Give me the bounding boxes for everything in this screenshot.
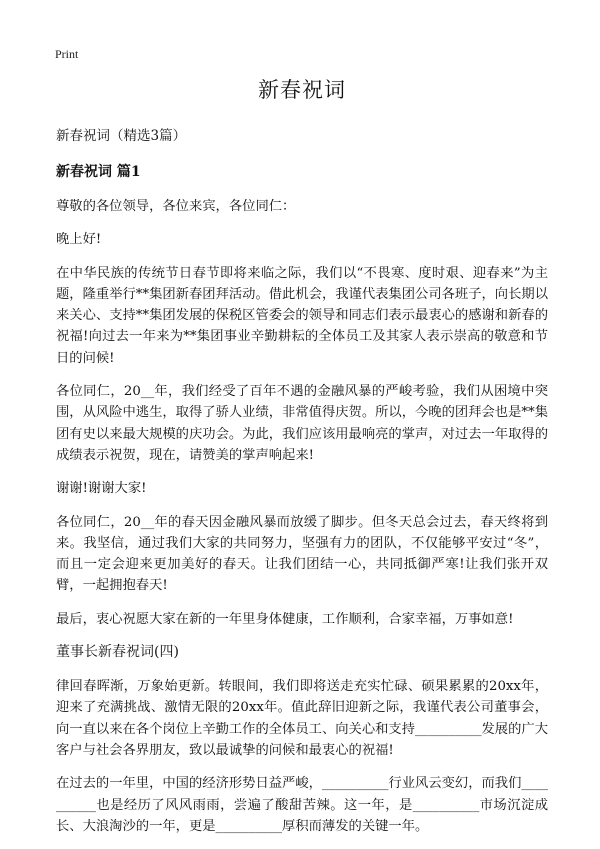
paragraph: 尊敬的各位领导，各位来宾，各位同仁： xyxy=(56,199,296,214)
paragraph: 谢谢!谢谢大家! xyxy=(56,481,147,497)
paragraph: 晚上好! xyxy=(56,232,102,248)
document-body xyxy=(56,74,548,849)
section-1-heading: 新春祝词 篇1 xyxy=(56,164,141,180)
paragraph: 在过去的一年里，中国的经济形势日益严峻，__________行业风云变幻，而我们__________也是经历了风风雨雨，尝遍了酸甜苦辣。这一年，是__________市场沉淀成长、大浪淘沙的一年，更是__________厚积而薄发的关键一年。 xyxy=(56,776,548,834)
document-title: 新春祝词 xyxy=(258,78,346,102)
paragraph: 最后，衷心祝愿大家在新的一年里身体健康，工作顺利，合家幸福，万事如意! xyxy=(56,611,514,627)
paragraph: 各位同仁，20__年，我们经受了百年不遇的金融风暴的严峻考验，我们从困境中突围，从风险中逃生，取得了骄人业绩，非常值得庆贺。所以，今晚的团拜会也是**集团有史以来最大规模的庆功会。为此，我们应该用最响亮的掌声，对过去一年取得的成绩表示祝贺，现在，请赞美的掌声响起来! xyxy=(56,384,548,463)
paragraph: 律回春晖渐，万象始更新。转眼间，我们即将送走充实忙碌、硕果累累的20xx年，迎来了充满挑战、激情无限的20xx年。值此辞旧迎新之际，我谨代表公司董事会，向一直以来在各个岗位上辛勤工作的全体员工、向关心和支持__________发展的广大客户与社会各界朋友，致以最诚挚的问候和最衷心的祝福! xyxy=(56,679,548,758)
paragraph: 在中华民族的传统节日春节即将来临之际，我们以“不畏寒、度时艰、迎春来”为主题，隆重举行**集团新春团拜活动。借此机会，我谨代表集团公司各班子，向长期以来关心、支持**集团发展的保税区管委会的领导和同志们表示最衷心的感谢和新春的祝福!向过去一年来为**集团事业辛勤耕耘的全体员工及其家人表示崇高的敬意和节日的问候! xyxy=(56,265,548,366)
document-subtitle: 新春祝词（精选3篇） xyxy=(56,128,187,144)
section-2-heading: 董事长新春祝词(四) xyxy=(56,644,179,661)
print-label: Print xyxy=(55,47,79,61)
paragraph: 各位同仁，20__年的春天因金融风暴而放缓了脚步。但冬天总会过去，春天终将到来。我坚信，通过我们大家的共同努力，坚强有力的团队，不仅能够平安过“冬”，而且一定会迎来更加美好的春天。让我们团结一心，共同抵御严寒!让我们张开双臂，一起拥抱春天! xyxy=(56,514,548,594)
